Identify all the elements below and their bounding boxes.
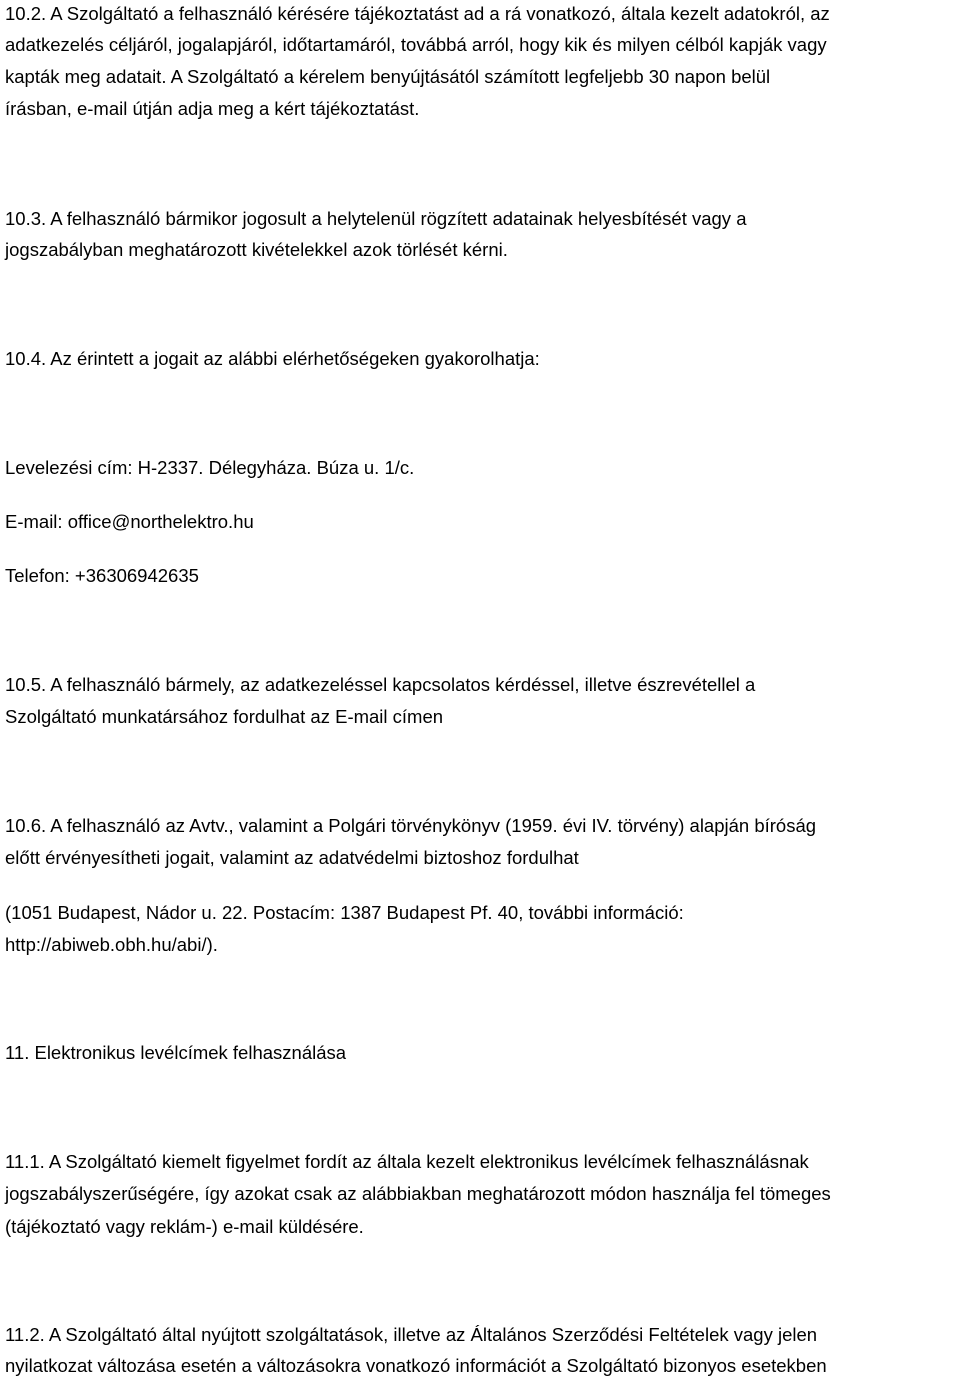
paragraph-line: (1051 Budapest, Nádor u. 22. Postacím: 1387 Budapest Pf. 40, további információ: (5, 902, 684, 923)
paragraph-line: 11.2. A Szolgáltató által nyújtott szolgáltatások, illetve az Általános Szerződési Feltételek vagy jelen (5, 1324, 818, 1345)
postal-address: Levelezési cím: H-2337. Délegyháza. Búza u. 1/c. (5, 457, 415, 478)
paragraph-line: adatkezelés céljáról, jogalapjáról, időtartamáról, továbbá arról, hogy kik és milyen célból kapják vagy (5, 34, 827, 55)
paragraph-line: (tájékoztató vagy reklám-) e-mail küldésére. (5, 1216, 364, 1237)
section-heading: 10.4. Az érintett a jogait az alábbi elérhetőségeken gyakorolhatja: (5, 348, 540, 369)
paragraph-line: 10.2. A Szolgáltató a felhasználó kérésére tájékoztatást ad a rá vonatkozó, általa kezelt adatokról, az (5, 3, 830, 24)
reference-link[interactable]: http://abiweb.obh.hu/abi/). (5, 934, 218, 955)
paragraph-line: nyilatkozat változása esetén a változásokra vonatkozó információt a Szolgáltató bizonyos esetekben (5, 1355, 827, 1376)
paragraph-line: 10.5. A felhasználó bármely, az adatkezeléssel kapcsolatos kérdéssel, illetve észrevétellel a (5, 674, 756, 695)
paragraph-line: kapták meg adatait. A Szolgáltató a kérelem benyújtásától számított legfeljebb 30 napon belül (5, 66, 771, 87)
paragraph-line: 10.6. A felhasználó az Avtv., valamint a Polgári törvénykönyv (1959. évi IV. törvény) alapján bíróság (5, 815, 817, 836)
section-heading: 11. Elektronikus levélcímek felhasználása (5, 1042, 347, 1063)
paragraph-line: 11.1. A Szolgáltató kiemelt figyelmet fordít az általa kezelt elektronikus levélcímek felhasználásnak (5, 1151, 809, 1172)
paragraph-line: Szolgáltató munkatársához fordulhat az E-mail címen (5, 706, 444, 727)
paragraph-line: jogszabályszerűségére, így azokat csak az alábbiakban meghatározott módon használja fel tömeges (5, 1183, 831, 1204)
email-address[interactable]: E-mail: office@northelektro.hu (5, 511, 254, 532)
phone-number: Telefon: +36306942635 (5, 565, 199, 586)
paragraph-line: előtt érvényesítheti jogait, valamint az adatvédelmi biztoshoz fordulhat (5, 847, 579, 868)
paragraph-line: jogszabályban meghatározott kivételekkel azok törlését kérni. (5, 239, 508, 260)
paragraph-line: 10.3. A felhasználó bármikor jogosult a helytelenül rögzített adatainak helyesbítését vagy a (5, 208, 747, 229)
paragraph-line: írásban, e-mail útján adja meg a kért tájékoztatást. (5, 98, 420, 119)
